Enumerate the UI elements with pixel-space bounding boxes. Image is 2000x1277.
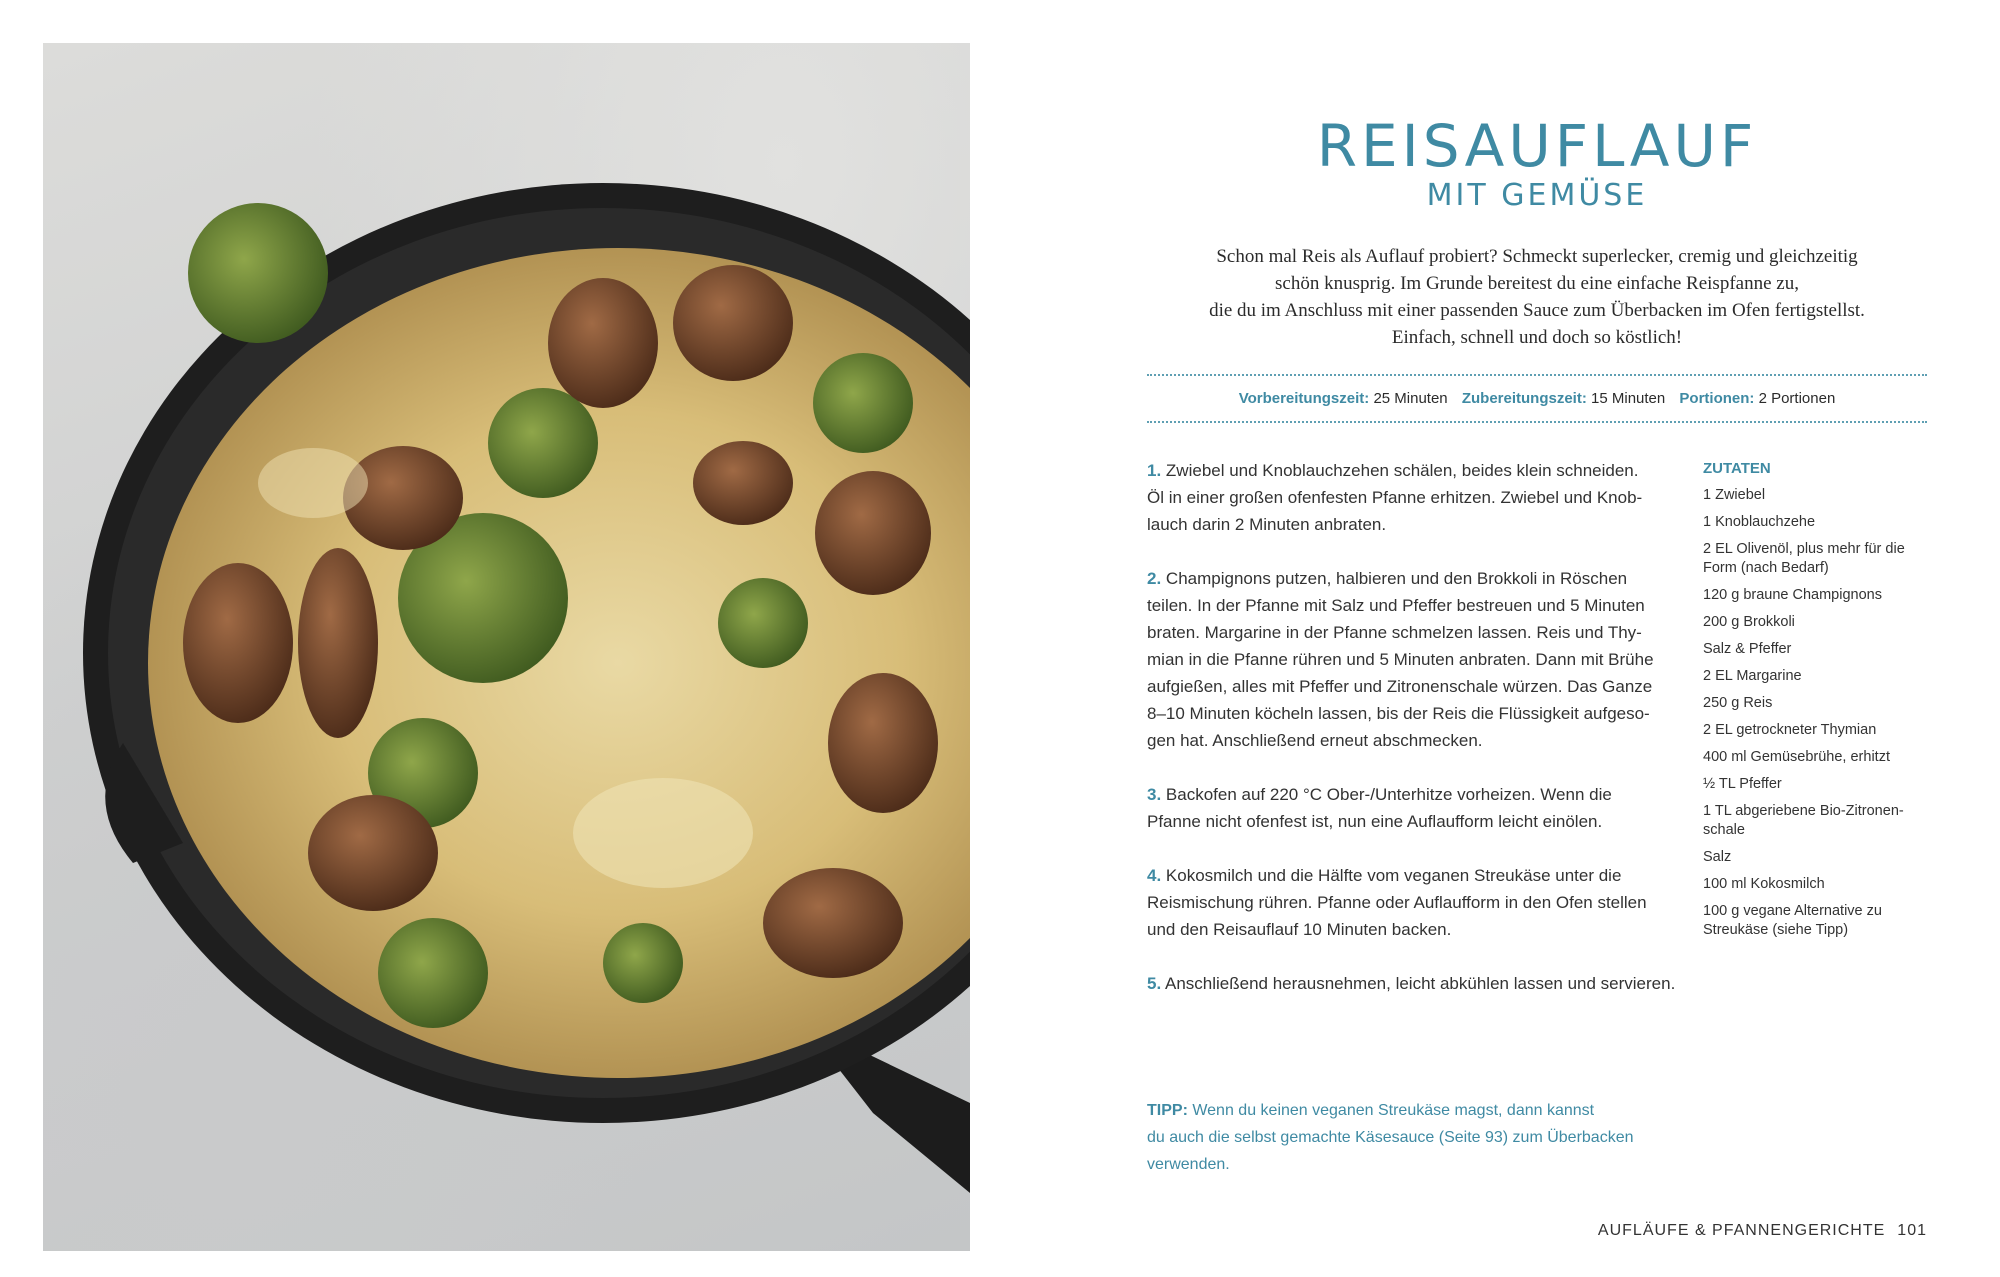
step-number: 4. xyxy=(1147,866,1162,885)
intro-line: die du im Anschluss mit einer passenden Sauce zum Überbacken im Ofen fertigstellst. xyxy=(1209,300,1865,321)
step-line: Anschließend herausnehmen, leicht abkühlen lassen und servieren. xyxy=(1164,974,1676,993)
ingredient-item: 200 g Brokkoli xyxy=(1703,614,1795,630)
dotted-divider-top xyxy=(1147,374,1927,376)
page-number: 101 xyxy=(1897,1222,1927,1239)
recipe-tip xyxy=(1147,1097,1667,1178)
step-line: Champignons putzen, halbieren und den Brokkoli in Röschen xyxy=(1165,569,1628,588)
portions xyxy=(1679,390,1835,407)
ingredient-item: 2 EL getrockneter Thymian xyxy=(1703,722,1877,738)
section-name: AUFLÄUFE & PFANNENGERICHTE xyxy=(1597,1222,1886,1239)
prep-time xyxy=(1239,390,1448,407)
ingredient-item: 2 EL Olivenöl, plus mehr für die Form (nach Bedarf) xyxy=(1703,541,1905,576)
step-line: Öl in einer großen ofenfesten Pfanne erhitzen. Zwiebel und Knob- xyxy=(1147,488,1643,507)
prep-time-label: Vorbereitungszeit: xyxy=(1238,390,1370,407)
ingredient-item: 400 ml Gemüsebrühe, erhitzt xyxy=(1703,749,1890,765)
ingredient-item: 1 Zwiebel xyxy=(1703,487,1766,503)
step-number: 3. xyxy=(1147,785,1162,804)
skillet-illustration xyxy=(43,43,970,1251)
page-footer xyxy=(1598,1222,1927,1240)
tip-line: du auch die selbst gemachte Käsesauce (Seite 93) zum Überbacken xyxy=(1147,1129,1634,1146)
ingredient-item: Salz & Pfeffer xyxy=(1703,641,1792,657)
instruction-step xyxy=(1147,457,1682,538)
ingredient-item: ½ TL Pfeffer xyxy=(1703,776,1782,792)
step-line: Kokosmilch und die Hälfte vom veganen Streukäse unter die xyxy=(1165,866,1622,885)
step-number: 1. xyxy=(1147,461,1162,480)
instruction-step xyxy=(1147,862,1682,943)
intro-line: Einfach, schnell und doch so köstlich! xyxy=(1391,327,1683,348)
step-line: mian in die Pfanne rühren und 5 Minuten anbraten. Dann mit Brühe xyxy=(1147,650,1654,669)
instruction-step xyxy=(1147,565,1682,754)
cook-time-label: Zubereitungszeit: xyxy=(1461,390,1587,407)
prep-time-value: 25 Minuten xyxy=(1373,390,1448,407)
ingredient-item: 1 Knoblauchzehe xyxy=(1703,514,1816,530)
recipe-meta xyxy=(1147,390,1927,407)
tip-label: TIPP: xyxy=(1147,1102,1188,1119)
step-line: Backofen auf 220 °C Ober-/Unterhitze vorheizen. Wenn die xyxy=(1165,785,1612,804)
intro-line: schön knusprig. Im Grunde bereitest du eine einfache Reispfanne zu, xyxy=(1275,273,1799,294)
ingredients-list xyxy=(1703,459,1933,948)
ingredient-item: 100 g vegane Alternative zu Streukäse (siehe Tipp) xyxy=(1703,903,1882,938)
tip-line: verwenden. xyxy=(1147,1156,1230,1173)
cook-time xyxy=(1462,390,1665,407)
tip-line: Wenn du keinen veganen Streukäse magst, dann kannst xyxy=(1192,1102,1595,1119)
step-line: lauch darin 2 Minuten anbraten. xyxy=(1147,515,1387,534)
step-line: Zwiebel und Knoblauchzehen schälen, beides klein schneiden. xyxy=(1165,461,1639,480)
cook-time-value: 15 Minuten xyxy=(1591,390,1666,407)
ingredient-item: 250 g Reis xyxy=(1703,695,1773,711)
ingredient-item: 1 TL abgeriebene Bio-Zitronen- schale xyxy=(1703,803,1904,838)
ingredient-item: 2 EL Margarine xyxy=(1703,668,1802,684)
ingredients-heading: ZUTATEN xyxy=(1703,460,1771,477)
step-line: braten. Margarine in der Pfanne schmelzen lassen. Reis und Thy- xyxy=(1147,623,1642,642)
step-line: und den Reisauflauf 10 Minuten backen. xyxy=(1147,920,1452,939)
recipe-intro xyxy=(1147,243,1927,351)
step-line: teilen. In der Pfanne mit Salz und Pfeffer bestreuen und 5 Minuten xyxy=(1147,596,1645,615)
step-number: 2. xyxy=(1147,569,1162,588)
recipe-title: REISAUFLAUF xyxy=(1316,112,1758,180)
recipe-subtitle: MIT GEMÜSE xyxy=(1426,178,1648,213)
step-line: aufgießen, alles mit Pfeffer und Zitronenschale würzen. Das Ganze xyxy=(1147,677,1653,696)
instruction-step xyxy=(1147,781,1682,835)
step-number: 5. xyxy=(1147,974,1162,993)
step-line: Pfanne nicht ofenfest ist, nun eine Auflaufform leicht einölen. xyxy=(1147,812,1603,831)
instruction-step xyxy=(1147,970,1682,997)
portions-label: Portionen: xyxy=(1679,390,1755,407)
ingredient-item: 120 g braune Champignons xyxy=(1703,587,1882,603)
step-line: 8–10 Minuten köcheln lassen, bis der Reis die Flüssigkeit aufgeso- xyxy=(1147,704,1650,723)
portions-value: 2 Portionen xyxy=(1758,390,1836,407)
dotted-divider-bottom xyxy=(1147,421,1927,423)
step-line: gen hat. Anschließend erneut abschmecken. xyxy=(1147,731,1483,750)
ingredient-item: 100 ml Kokosmilch xyxy=(1703,876,1825,892)
ingredient-item: Salz xyxy=(1703,849,1732,865)
recipe-photo xyxy=(43,43,970,1251)
intro-line: Schon mal Reis als Auflauf probiert? Schmeckt superlecker, cremig und gleichzeitig xyxy=(1216,246,1858,267)
step-line: Reismischung rühren. Pfanne oder Auflaufform in den Ofen stellen xyxy=(1147,893,1647,912)
instructions xyxy=(1147,457,1682,1024)
